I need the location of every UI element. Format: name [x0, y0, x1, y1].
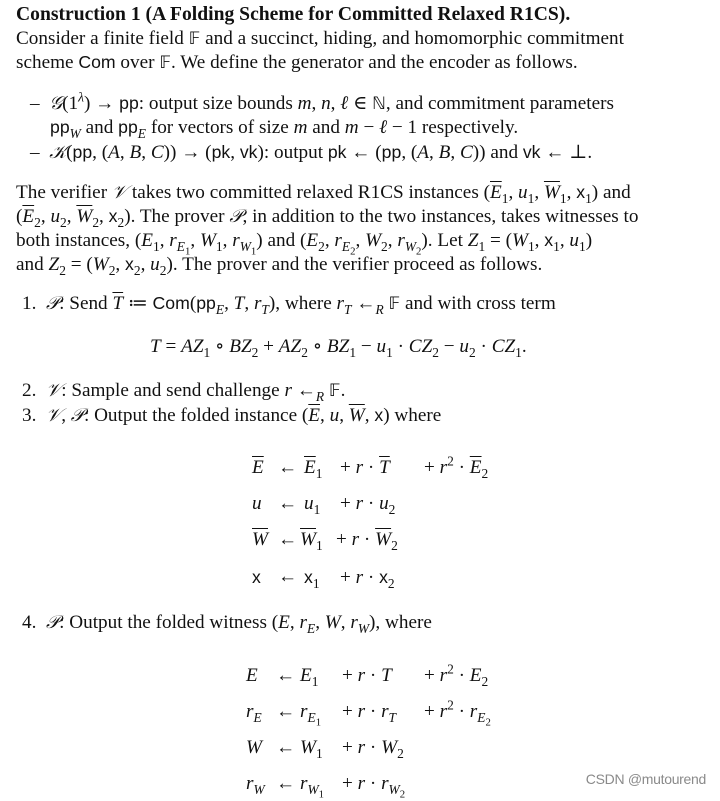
- step-2: 2. 𝒱: Sample and send challenge r $\leftarrow_R$ 𝔽.: [22, 380, 346, 404]
- watermark: CSDN @mutourend: [585, 771, 706, 787]
- cross-term-equation: $T = AZ_1$ ∘ $BZ_2 + AZ_2$ ∘ $BZ_1 - u_1 \cdot CZ_2 - u_2 \cdot CZ_1$.: [150, 336, 527, 360]
- step-number: 2.: [22, 380, 37, 401]
- step-number: 1.: [22, 293, 37, 314]
- algorithm-generator: – $𝒢(1^\lambda)$ → pp: output size bounds m, n, ℓ ∈ ℕ, and commitment parameters: [30, 89, 614, 114]
- step-4: 4. 𝒫: Output the folded witness (E, $r_E$, W, $r_W$), where: [22, 612, 432, 636]
- setup-line-4: and $Z_2 = (W_2$, $x_2$, $u_2$). The prover and the verifier proceed as follows.: [16, 254, 543, 278]
- step-number: 4.: [22, 612, 37, 633]
- setup-line-3: both instances, ($E_1$, $r_{E_1}$, $W_1$, $r_{W_1}$) and ($E_2$, $r_{E_2}$, $W_2$, $r_{W_2}$). Let $Z_1 = (W_1$, $x_1$, $u_1$): [16, 230, 593, 258]
- intro-line-2: scheme Com over 𝔽. We define the generator and the encoder as follows.: [16, 52, 578, 73]
- step-number: 3.: [22, 405, 37, 426]
- step-3: 3. 𝒱, 𝒫: Output the folded instance ($\overline{E}$, u, $\overline{W}$, x) where: [22, 405, 442, 426]
- step-1: 1. 𝒫: Send $\overline{T}$ ≔ $Com(pp_E$, T, $r_T$), where $r_T$ $\leftarrow_R$ 𝔽 and with cross term: [22, 293, 556, 317]
- algorithm-encoder: – 𝒦(pp, (A, B, C)) → (pk, vk): output pk ← (pp, (A, B, C)) and vk ← ⊥.: [30, 142, 593, 163]
- intro-line-1: Consider a finite field 𝔽 and a succinct, hiding, and homomorphic commitment: [16, 28, 624, 49]
- construction-title: Construction 1 (A Folding Scheme for Committed Relaxed R1CS).: [16, 4, 571, 25]
- setup-line-2: ($\overline{E}_2$, $u_2$, $\overline{W}_2$, $x_2$). The prover 𝒫, in addition to the two instances, takes witnesses to: [16, 206, 639, 230]
- setup-line-1: The verifier 𝒱 takes two committed relaxed R1CS instances ($\overline{E}_1$, $u_1$, $\overline{W}_1$, $x_1$) and: [16, 182, 631, 206]
- algorithm-generator-cont: $pp_W$ and $pp_E$ for vectors of size m and m − ℓ − 1 respectively.: [50, 117, 519, 141]
